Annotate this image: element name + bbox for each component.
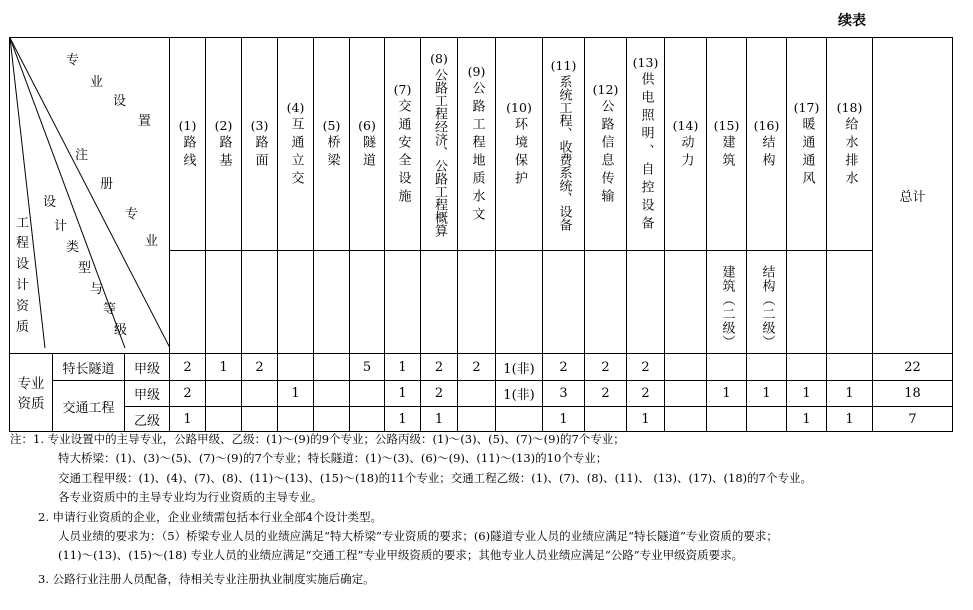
value-cell [314, 381, 350, 407]
diag-label: 程 [16, 236, 30, 251]
diag-label: 资 [16, 299, 30, 314]
reg-cell [206, 251, 242, 354]
value-cell [496, 407, 543, 432]
value-cell [350, 381, 385, 407]
reg-cell [827, 251, 873, 354]
page-title: 续表 [838, 13, 866, 29]
col-header-11: (11) 系统工程、收费系统、设备 [543, 38, 585, 251]
note-line: (11)～(13)、(15)～(18) 专业人员的业绩应满足“交通工程”专业甲级资质的要求；其他专业人员业绩应满足“公路”专业甲级资质要求。 [58, 548, 744, 563]
note-line: 特大桥梁：(1)、(3)～(5)、(7)～(9)的7个专业；特长隧道：(1)～(3)、(6)～(9)、(11)～(13)的10个专业； [58, 451, 608, 466]
col-header-5: (5) 桥梁 [314, 38, 350, 251]
value-cell: 1 [206, 354, 242, 381]
value-cell: 3 [543, 381, 585, 407]
value-cell [747, 407, 787, 432]
reg-cell [385, 251, 421, 354]
note-line: 交通工程甲级：(1)、(4)、(7)、(8)、(11)～(13)、(15)～(18)的11个专业；交通工程乙级：(1)、(7)、(8)、(11)、 (13)、(17)、(18)的7个专业。 [58, 470, 812, 485]
diag-label: 与 [90, 282, 104, 297]
diag-label: 专 [66, 53, 80, 68]
col-header-14: (14) 动力 [665, 38, 707, 251]
diag-label: 等 [103, 302, 117, 317]
value-cell [458, 407, 496, 432]
value-cell: 2 [458, 354, 496, 381]
col-header-8: (8) 公路工程经济、公路工程概算 [421, 38, 458, 251]
value-cell: 1 [543, 407, 585, 432]
reg-cell [585, 251, 627, 354]
col-header-13: (13) 供电照明、自控设备 [627, 38, 665, 251]
reg-cell [543, 251, 585, 354]
value-cell: 1 [385, 381, 421, 407]
value-cell [314, 407, 350, 432]
reg-cell-architecture: 建筑（二级） [707, 251, 747, 354]
col-header-7: (7) 交通安全设施 [385, 38, 421, 251]
value-cell: 2 [242, 354, 278, 381]
value-cell [350, 407, 385, 432]
notes [10, 430, 960, 589]
value-cell: 1 [278, 381, 314, 407]
total-header: 总计 [873, 38, 953, 354]
category-cell: 特长隧道 [53, 354, 125, 381]
diag-label: 册 [100, 177, 114, 192]
value-cell: 2 [585, 354, 627, 381]
total-cell: 22 [873, 354, 953, 381]
value-cell [665, 407, 707, 432]
table-row [10, 381, 953, 407]
value-cell: 5 [350, 354, 385, 381]
value-cell: 1 [827, 381, 873, 407]
col-header-16: (16) 结构 [747, 38, 787, 251]
note-line: 各专业资质中的主导专业均为行业资质的主导专业。 [58, 490, 323, 505]
total-cell: 18 [873, 381, 953, 407]
value-cell [585, 407, 627, 432]
note-line: 注：1. 专业设置中的主导专业，公路甲级、乙级：(1)～(9)的9个专业；公路丙级：(1)～(3)、(5)、(7)～(9)的7个专业； [10, 432, 625, 446]
diag-label: 级 [114, 323, 128, 338]
value-cell: 1 [421, 407, 458, 432]
value-cell: 2 [543, 354, 585, 381]
value-cell [278, 407, 314, 432]
value-cell: 1 [787, 407, 827, 432]
note-line: 人员业绩的要求为：（5）桥梁专业人员的业绩应满足“特大桥梁”专业资质的要求；(6)隧道专业人员的业绩应满足“特长隧道”专业资质的要求； [58, 528, 778, 543]
diag-label: 设 [113, 94, 127, 109]
note-line: 3. 公路行业注册人员配备，待相关专业注册执业制度实施后确定。 [38, 571, 375, 586]
value-cell: 2 [421, 381, 458, 407]
value-cell: 1(非) [496, 381, 543, 407]
value-cell [242, 407, 278, 432]
diag-label: 注 [75, 148, 89, 163]
diag-label: 计 [54, 219, 68, 234]
value-cell: 1 [627, 407, 665, 432]
col-header-2: (2) 路基 [206, 38, 242, 251]
value-cell [206, 381, 242, 407]
value-cell [787, 354, 827, 381]
reg-cell [278, 251, 314, 354]
diag-label: 置 [138, 114, 152, 129]
value-cell: 1 [747, 381, 787, 407]
value-cell [278, 354, 314, 381]
value-cell: 2 [585, 381, 627, 407]
grade-cell: 乙级 [125, 407, 170, 432]
col-header-18: (18) 给水排水 [827, 38, 873, 251]
value-cell [665, 381, 707, 407]
table-row [10, 354, 953, 381]
grade-cell: 甲级 [125, 381, 170, 407]
reg-cell [627, 251, 665, 354]
diag-label: 业 [145, 234, 159, 249]
value-cell [827, 354, 873, 381]
value-cell [314, 354, 350, 381]
value-cell: 1 [170, 407, 206, 432]
col-header-9: (9) 公路工程地质水文 [458, 38, 496, 251]
value-cell [206, 407, 242, 432]
category-cell: 交通工程 [53, 381, 125, 432]
col-header-10: (10) 环境保护 [496, 38, 543, 251]
reg-cell-structure: 结构（二级） [747, 251, 787, 354]
value-cell: 2 [421, 354, 458, 381]
col-header-6: (6) 隧道 [350, 38, 385, 251]
reg-cell [458, 251, 496, 354]
value-cell: 2 [627, 381, 665, 407]
value-cell [707, 407, 747, 432]
value-cell: 2 [170, 354, 206, 381]
value-cell: 1 [827, 407, 873, 432]
reg-cell [170, 251, 206, 354]
value-cell: 1 [385, 407, 421, 432]
reg-cell [242, 251, 278, 354]
value-cell [458, 381, 496, 407]
value-cell [242, 381, 278, 407]
value-cell [747, 354, 787, 381]
diag-label: 质 [16, 320, 30, 335]
grade-cell: 甲级 [125, 354, 170, 381]
diag-label: 设 [16, 257, 30, 272]
reg-cell [665, 251, 707, 354]
diag-label: 专 [125, 207, 139, 222]
reg-cell [496, 251, 543, 354]
value-cell [707, 354, 747, 381]
diag-label: 型 [78, 261, 92, 276]
total-cell: 7 [873, 407, 953, 432]
col-header-12: (12) 公路信息传输 [585, 38, 627, 251]
note-line: 2. 申请行业资质的企业，企业业绩需包括本行业全部4个设计类型。 [38, 509, 382, 524]
reg-cell [787, 251, 827, 354]
diag-label: 计 [16, 278, 30, 293]
col-header-1: (1) 路线 [170, 38, 206, 251]
col-header-15: (15) 建筑 [707, 38, 747, 251]
col-header-4: (4) 互通立交 [278, 38, 314, 251]
diag-label: 设 [43, 195, 57, 210]
group-label: 专业资质 [10, 354, 53, 432]
value-cell: 1 [707, 381, 747, 407]
value-cell [665, 354, 707, 381]
value-cell: 2 [627, 354, 665, 381]
reg-cell [421, 251, 458, 354]
value-cell: 1 [787, 381, 827, 407]
diag-label: 类 [66, 240, 80, 255]
value-cell: 1(非) [496, 354, 543, 381]
col-header-17: (17) 暖通通风 [787, 38, 827, 251]
value-cell: 1 [385, 354, 421, 381]
reg-cell [314, 251, 350, 354]
diag-label: 工 [16, 216, 30, 231]
value-cell: 2 [170, 381, 206, 407]
reg-cell [350, 251, 385, 354]
table-row [10, 407, 953, 432]
diag-label: 业 [90, 75, 104, 90]
diagonal-header-cell [10, 38, 170, 354]
col-header-3: (3) 路面 [242, 38, 278, 251]
qualification-table [9, 37, 953, 432]
